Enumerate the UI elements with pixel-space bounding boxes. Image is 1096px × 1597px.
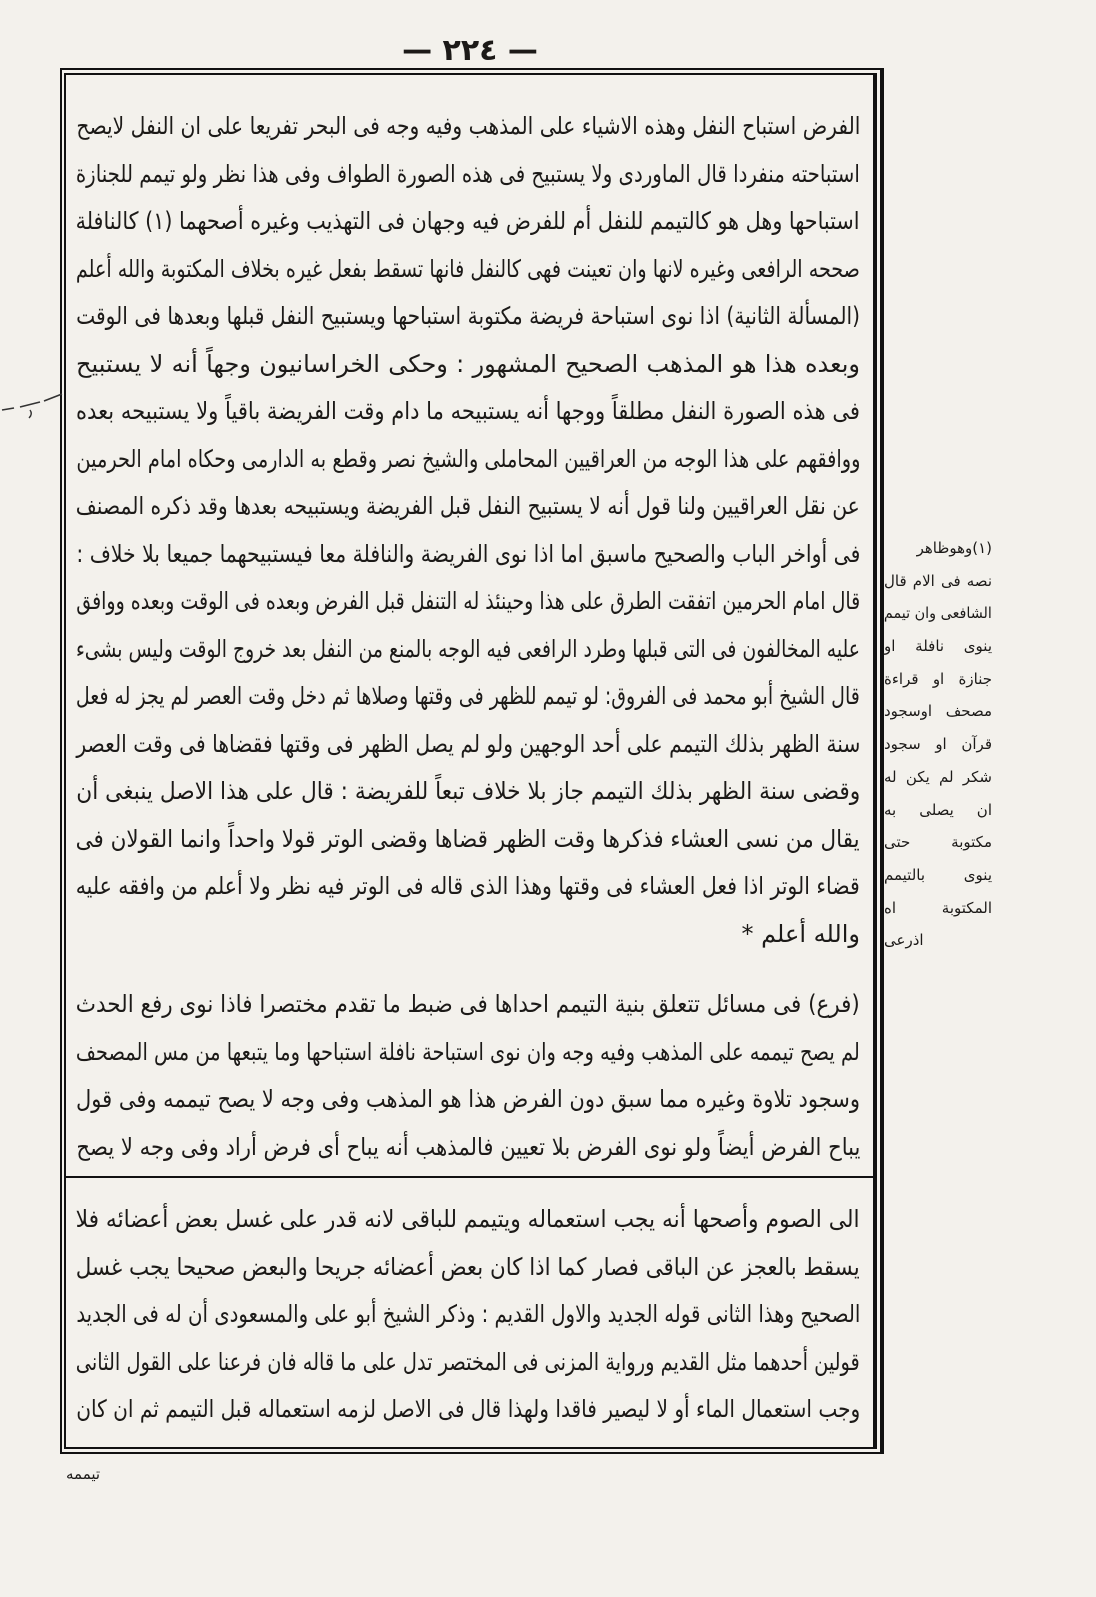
text-line [76, 626, 860, 674]
note-line [884, 892, 992, 925]
main-text-branch-block [76, 981, 860, 1171]
text-line-content: عن نقل العراقيين ولنا قول أنه لا يستبيح النفل قبل الفريضة ويستبيحه بعدها وقد ذكره المصنف [76, 492, 860, 520]
text-line-content: لم يصح تيممه على المذهب وفيه وجه وان نوى استباحة نافلة استباحها وما يتبعها من مس المصحف [76, 1037, 860, 1066]
text-line [76, 1244, 860, 1292]
text-line-content: الى الصوم وأصحها أنه يجب استعماله ويتيمم للباقى لانه قدر على غسل بعض أعضائه فلا [76, 1205, 860, 1233]
text-line [76, 1339, 860, 1387]
note-line [884, 761, 992, 794]
text-line-content: قضاء الوتر اذا فعل العشاء فى وقتها وهذا الذى قاله فى الوتر فيه نظر ولا أعلم من وافقه عليه [76, 872, 860, 900]
text-line-content: وقضى سنة الظهر بذلك التيمم جاز بلا خلاف تبعاً للفريضة : قال على هذا الاصل ينبغى أن [76, 777, 860, 805]
text-line [76, 1291, 860, 1339]
text-line-content: استباحته منفردا قال الماوردى ولا يستبيح فى هذه الصورة الطواف وفى هذا نظر ولو تيمم للجنازة [76, 159, 860, 188]
note-line-content: ان يصلى به [884, 800, 992, 819]
text-line [76, 768, 860, 816]
note-line-content: قرآن او سجود [884, 735, 992, 754]
note-line [884, 630, 992, 663]
note-line [884, 532, 992, 565]
text-line-content: الصحيح وهذا الثانى قوله الجديد والاول القديم : وذكر الشيخ أبو على والمسعودى أن له فى الجديد [76, 1300, 860, 1328]
note-line-content: مكتوبة حتى [884, 833, 992, 852]
catchword: تيممه [66, 1465, 101, 1483]
text-line-content: فى هذه الصورة النفل مطلقاً ووجها أنه يستبيحه ما دام وقت الفريضة باقياً ولا يستبيحه بعده [76, 397, 860, 425]
note-line-content: الشافعى وان تيمم [884, 604, 992, 623]
text-line [76, 151, 860, 199]
text-line [76, 1029, 860, 1077]
note-line-content: نصه فى الام قال [884, 571, 992, 590]
text-line [76, 1196, 860, 1244]
text-line-content: قال امام الحرمين اتفقت الطرق على هذا وحينئذ له التنفل قبل الفرض وبعده فى الوقت وبعده ووافق [76, 587, 860, 615]
lower-commentary-block [76, 1196, 860, 1434]
text-line [76, 293, 860, 341]
text-line-content: الفرض استباح النفل وهذه الاشياء على المذهب وفيه وجه فى البحر تفريعا على ان النفل لايصح [76, 112, 860, 140]
note-line [884, 826, 992, 859]
text-line [76, 1076, 860, 1124]
text-line [76, 981, 860, 1029]
note-line [884, 695, 992, 728]
text-line-content: يباح الفرض أيضاً ولو نوى الفرض بلا تعيين فالمذهب أنه يباح أى فرض أراد وفى وجه لا يصح [76, 1132, 860, 1161]
text-line [76, 1386, 860, 1434]
text-line-content: (فرع) فى مسائل تتعلق بنية التيمم احداها فى ضبط ما تقدم مختصرا فاذا نوى رفع الحدث [76, 990, 860, 1018]
text-line [76, 863, 860, 911]
text-line-content: عليه المخالفون فى التى قبلها وطرد الرافعى فيه الوجه بالمنع من النفل بعد خروج الوقت وليس بشىء [76, 634, 860, 663]
note-line-content: ينوى نافلة او [884, 637, 992, 656]
main-text-block [76, 103, 860, 958]
text-line-content: يسقط بالعجز عن الباقى فصار كما اذا كان بعض أعضائه جريحا والبعض صحيحا يجب غسل [76, 1252, 860, 1281]
text-line [76, 198, 860, 246]
text-line-content: وسجود تلاوة وغيره مما سبق دون الفرض هذا هو المذهب وفى وجه لا يصح تيممه وفى قول [76, 1085, 860, 1113]
text-line [76, 246, 860, 294]
note-line [884, 859, 992, 892]
text-line-content: صححه الرافعى وغيره لانها وان تعينت فهى كالنفل فانها تسقط بفعل غيره بخلاف المكتوبة والله أعلم [76, 254, 860, 283]
margin-note [884, 532, 992, 957]
note-line [884, 565, 992, 598]
text-line-content: (المسألة الثانية) اذا نوى استباحة فريضة مكتوبة استباحها ويستبيح النفل قبلها وبعدها فى الوقت [76, 302, 860, 330]
section-divider [66, 1176, 873, 1178]
note-line [884, 597, 992, 630]
text-line-content: يقال من نسى العشاء فذكرها وقت الظهر قضاها وقضى الوتر قولا واحداً وانما القولان فى [76, 824, 860, 853]
note-line-content: ينوى بالتيمم [884, 865, 992, 884]
note-line-content: اذرعى [884, 931, 924, 950]
note-line-end [884, 924, 992, 957]
note-line-content: المكتوبة اه [884, 898, 992, 917]
text-line-content: وجب استعمال الماء أو لا ليصير فاقدا ولهذا قال فى الاصل لزمه استعماله قبل التيمم ثم ان كان [76, 1395, 860, 1423]
note-line [884, 663, 992, 696]
text-line-content: قولين أحدهما مثل القديم ورواية المزنى فى المختصر تدل على ما قاله فان فرعنا على القول الثانى [76, 1347, 860, 1376]
text-line-content: قال الشيخ أبو محمد فى الفروق: لو تيمم للظهر فى وقتها وصلاها ثم دخل وقت العصر لم يجز له فعل [76, 682, 860, 710]
note-line-content: شكر لم يكن له [884, 767, 992, 786]
text-line [76, 341, 860, 389]
text-line-content: فى أواخر الباب والصحيح ماسبق اما اذا نوى الفريضة والنافلة معا فيستبيحهما جميعا بلا خلاف : [76, 539, 860, 568]
text-line-content: استباحها وهل هو كالتيمم للنفل أم للفرض فيه وجهان فى التهذيب وغيره أصحهما (١) كالنافلة [76, 207, 861, 235]
text-line [76, 103, 860, 151]
text-line-content: وبعده هذا هو المذهب الصحيح المشهور : وحكى الخراسانيون وجهاً أنه لا يستبيح [76, 349, 860, 378]
text-line [76, 1124, 860, 1172]
page-number: — ٢٢٤ — [402, 33, 538, 68]
note-line-content: مصحف اوسجود [884, 702, 992, 721]
note-line-content: جنازة او قراءة [884, 669, 992, 688]
text-line-content: ووافقهم على هذا الوجه من العراقيين المحاملى والشيخ نصر وقطع به الدارمى وحكاه امام الحرمين [76, 444, 860, 473]
note-line-content: (١)وهوظاهر [916, 539, 992, 557]
text-line [76, 673, 860, 721]
text-line-content: والله أعلم * [741, 919, 860, 948]
text-line [76, 578, 860, 626]
text-line [76, 531, 860, 579]
text-line-content: سنة الظهر بذلك التيمم على أحد الوجهين ولو لم يصل الظهر فى وقتها فقضاها فى وقت العصر [76, 729, 860, 758]
text-line [76, 483, 860, 531]
note-line [884, 794, 992, 827]
text-line [76, 436, 860, 484]
text-line [76, 816, 860, 864]
text-line-paragraph-end [76, 911, 860, 959]
note-line [884, 728, 992, 761]
text-line [76, 721, 860, 769]
text-line [76, 388, 860, 436]
